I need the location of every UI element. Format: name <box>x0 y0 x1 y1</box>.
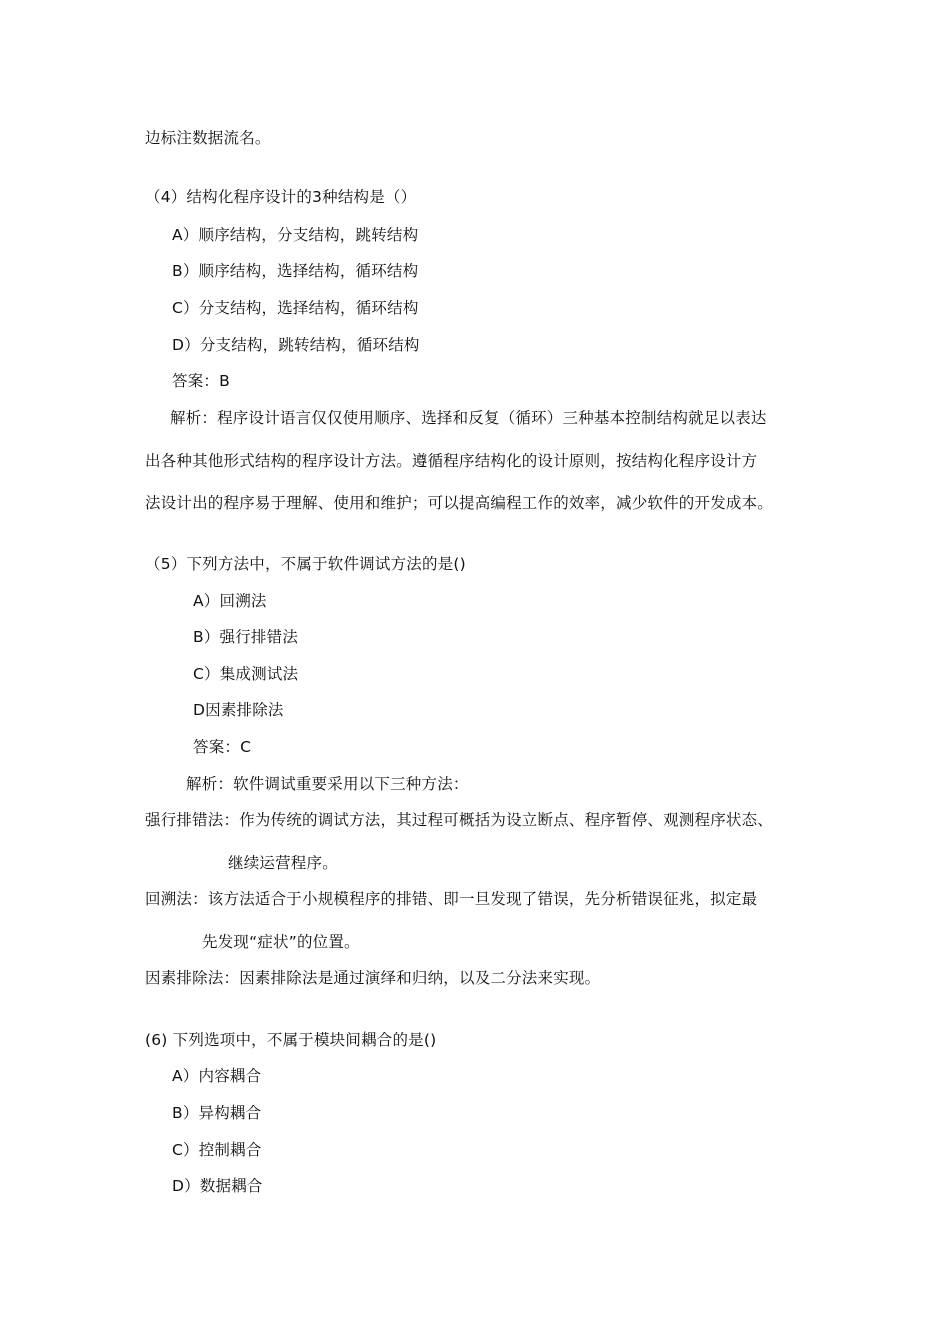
q6-question: (6) 下列选项中，不属于模块间耦合的是() <box>145 1031 437 1049</box>
q6-option-b: B）异构耦合 <box>172 1104 262 1122</box>
q4-analysis-line-1: 解析：程序设计语言仅仅使用顺序、选择和反复（循环）三种基本控制结构就足以表达 <box>170 409 767 427</box>
q6-option-c: C）控制耦合 <box>172 1141 262 1159</box>
q4-answer: 答案：B <box>172 372 230 390</box>
q4-option-d: D）分支结构，跳转结构，循环结构 <box>172 336 420 354</box>
q4-question: （4）结构化程序设计的3种结构是（） <box>145 188 417 206</box>
q6-option-a: A）内容耦合 <box>172 1067 262 1085</box>
q5-method-1-line-1: 强行排错法：作为传统的调试方法，其过程可概括为设立断点、程序暂停、观测程序状态、 <box>145 811 774 829</box>
q3-tail-text: 边标注数据流名。 <box>145 129 271 147</box>
q5-question: （5）下列方法中，不属于软件调试方法的是() <box>145 555 466 573</box>
q5-method-1-line-2: 继续运营程序。 <box>228 854 338 872</box>
q4-analysis-line-3: 法设计出的程序易于理解、使用和维护；可以提高编程工作的效率，减少软件的开发成本。 <box>145 494 774 512</box>
q5-option-b: B）强行排错法 <box>193 628 299 646</box>
q4-option-c: C）分支结构，选择结构，循环结构 <box>172 299 419 317</box>
q4-option-a: A）顺序结构，分支结构，跳转结构 <box>172 226 419 244</box>
q5-method-2-line-2: 先发现“症状”的位置。 <box>202 933 360 951</box>
q4-option-b: B）顺序结构，选择结构，循环结构 <box>172 262 419 280</box>
q5-option-c: C）集成测试法 <box>193 665 299 683</box>
q5-analysis-intro: 解析：软件调试重要采用以下三种方法： <box>186 775 469 793</box>
q5-method-3: 因素排除法：因素排除法是通过演绎和归纳，以及二分法来实现。 <box>145 969 601 987</box>
q4-analysis-line-2: 出各种其他形式结构的程序设计方法。遵循程序结构化的设计原则，按结构化程序设计方 <box>145 452 758 470</box>
q5-option-d: D因素排除法 <box>193 701 284 719</box>
q6-option-d: D）数据耦合 <box>172 1177 263 1195</box>
q5-method-2-line-1: 回溯法：该方法适合于小规模程序的排错、即一旦发现了错误，先分析错误征兆，拟定最 <box>145 890 758 908</box>
q5-answer: 答案：C <box>193 738 252 756</box>
q5-option-a: A）回溯法 <box>193 592 267 610</box>
